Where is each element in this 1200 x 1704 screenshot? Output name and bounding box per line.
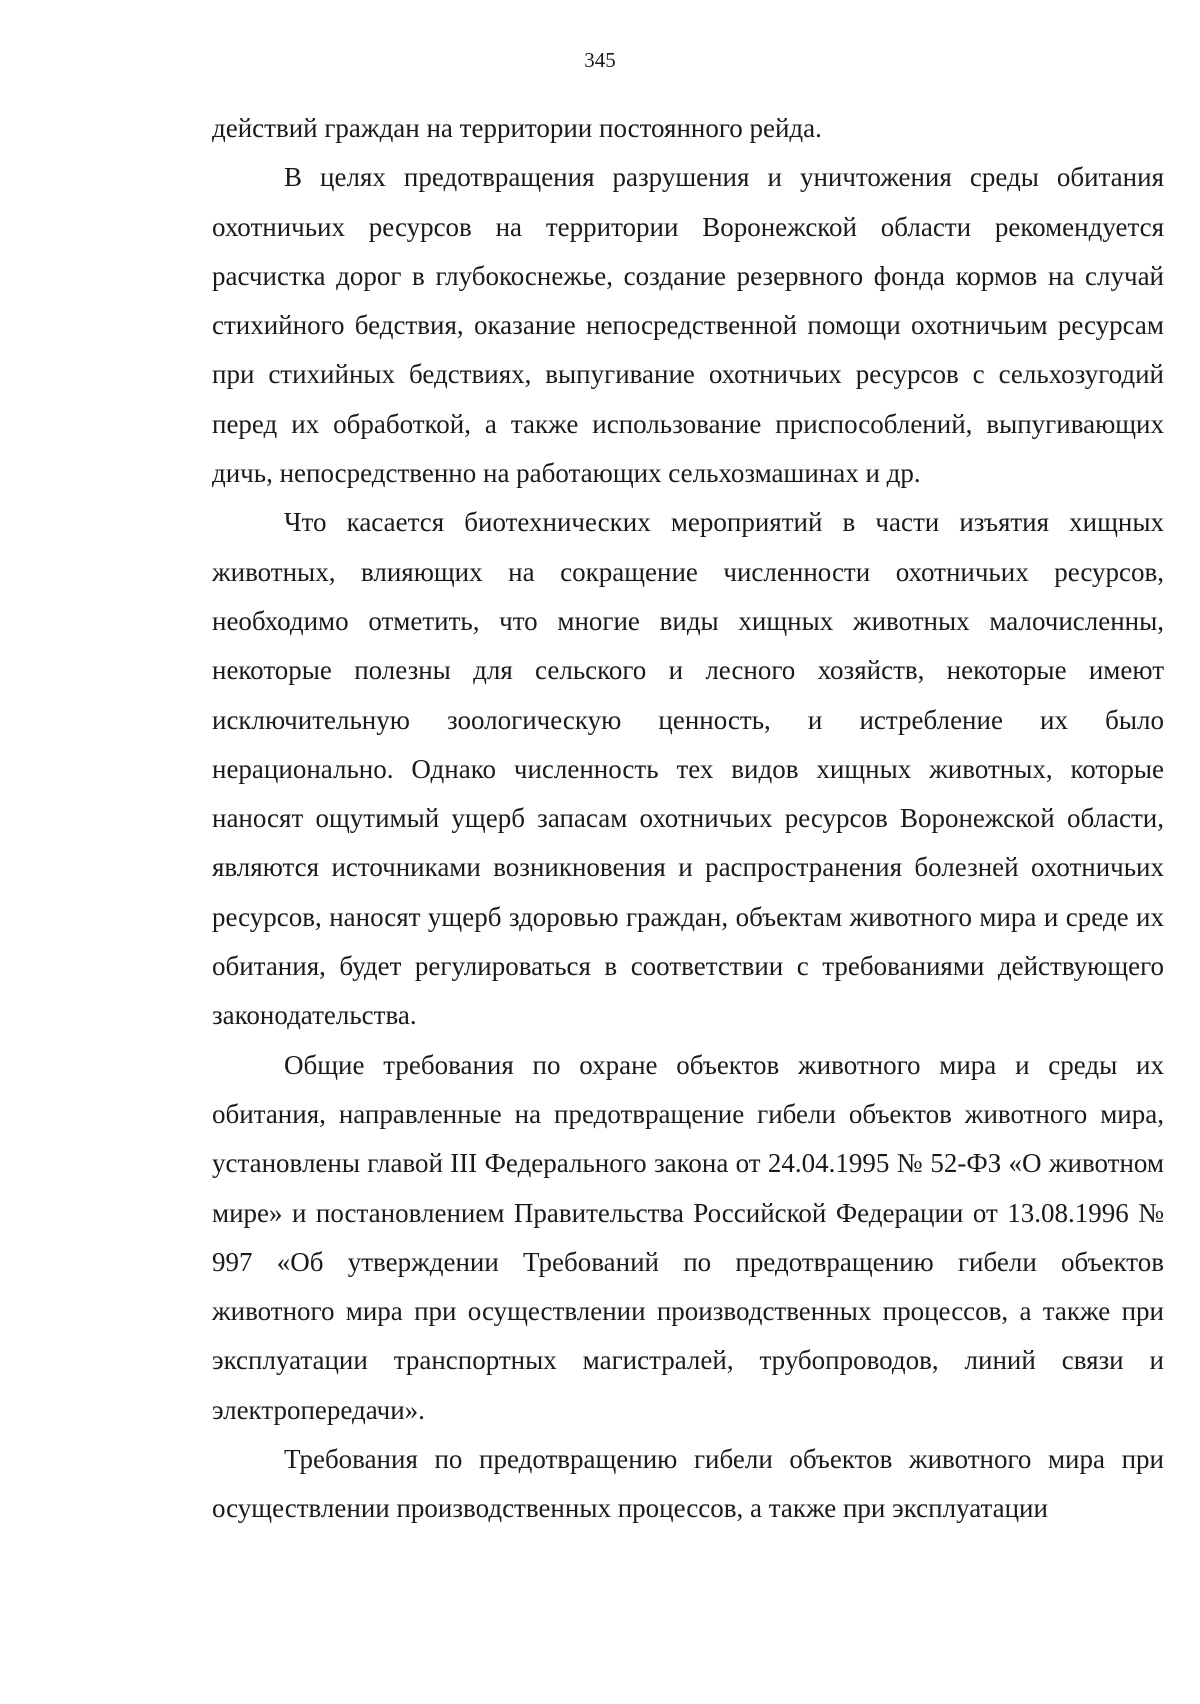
document-body (212, 104, 1164, 1534)
paragraph-general-requirements: Общие требования по охране объектов животного мира и среды их обитания, направленные на предотвращение гибели объектов животного мира, установлены главой III Федерального закона от 24.04.1995 № 52-ФЗ «О животном мире» и постановлением Правительства Российской Федерации от 13.08.1996 № 997 «Об утверждении Требований по предотвращению гибели объектов животного мира при осуществлении производственных процессов, а также при эксплуатации транспортных магистралей, трубопроводов, линий связи и электропередачи». (212, 1049, 1164, 1425)
page-number: 345 (584, 48, 616, 72)
paragraph-continuation: действий граждан на территории постоянного рейда. (212, 113, 822, 143)
paragraph-production-requirements: Требования по предотвращению гибели объектов животного мира при осуществлении производственных процессов, а также при эксплуатации (212, 1444, 1164, 1524)
paragraph-predator-control: Что касается биотехнических мероприятий в части изъятия хищных животных, влияющих на сокращение численности охотничьих ресурсов, необходимо отметить, что многие виды хищных животных малочисленны, некоторые полезны для сельского и лесного хозяйств, некоторые имеют исключительную зоологическую ценность, и истребление их было нерационально. Однако численность тех видов хищных животных, которые наносят ощутимый ущерб запасам охотничьих ресурсов Воронежской области, являются источниками возникновения и распространения болезней охотничьих ресурсов, наносят ущерб здоровью граждан, объектам животного мира и среде их обитания, будет регулироваться в соответствии с требованиями действующего законодательства. (212, 507, 1164, 1031)
paragraph-habitat-protection: В целях предотвращения разрушения и уничтожения среды обитания охотничьих ресурсов на территории Воронежской области рекомендуется расчистка дорог в глубокоснежье, создание резервного фонда кормов на случай стихийного бедствия, оказание непосредственной помощи охотничьим ресурсам при стихийных бедствиях, выпугивание охотничьих ресурсов с сельхозугодий перед их обработкой, а также использование приспособлений, выпугивающих дичь, непосредственно на работающих сельхозмашинах и др. (212, 162, 1164, 489)
